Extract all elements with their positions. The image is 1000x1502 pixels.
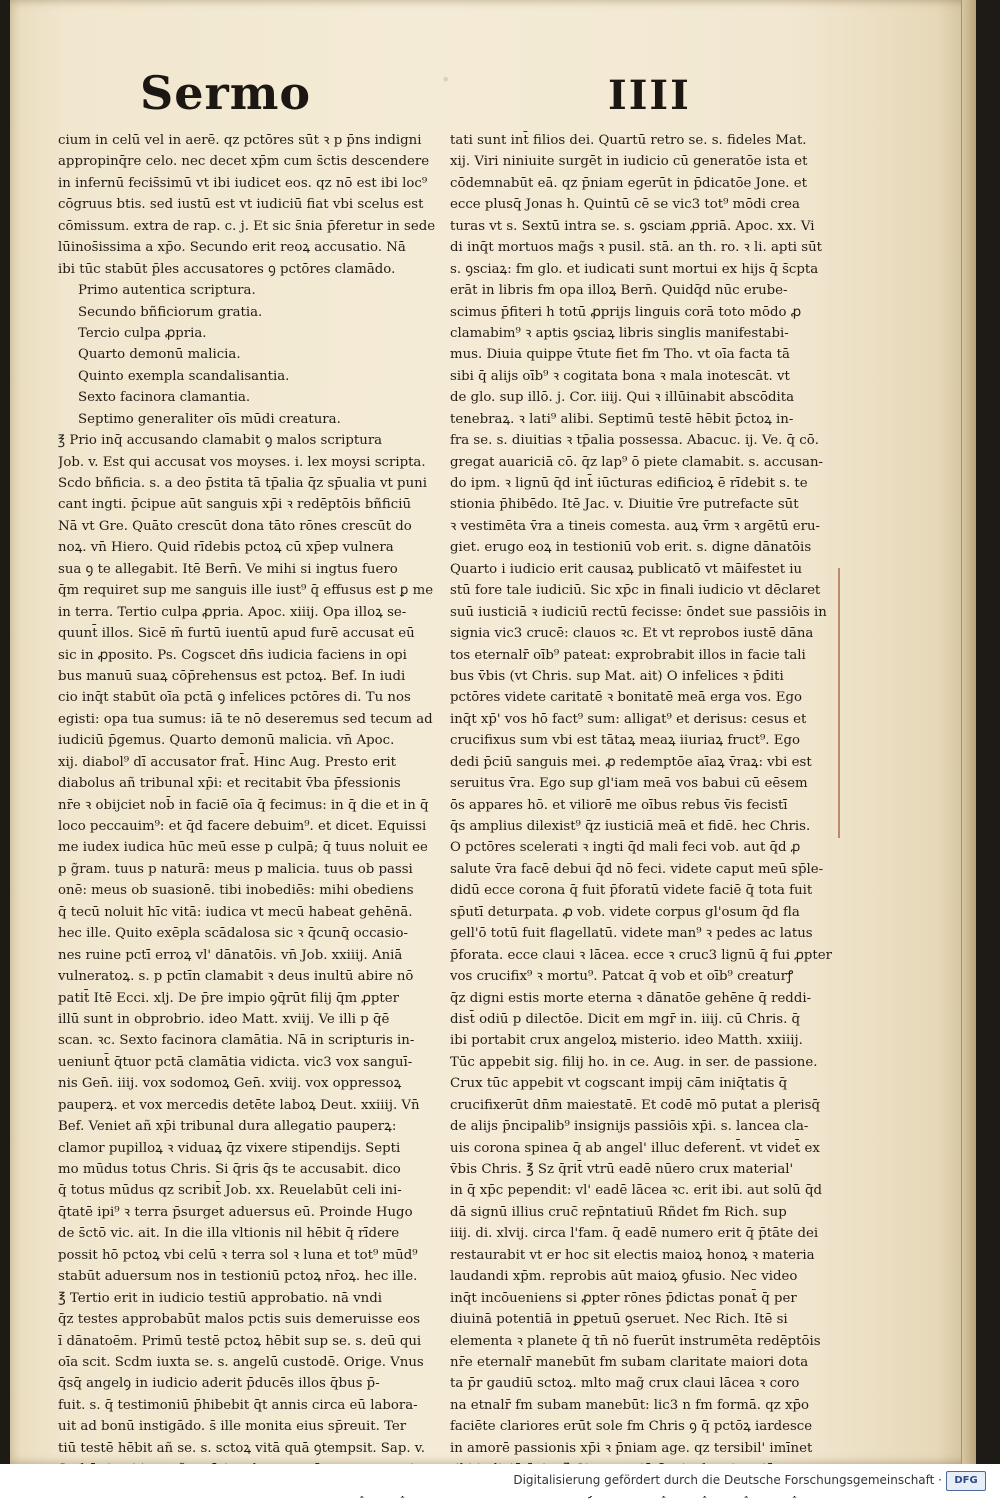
text-line: dā signū illius cruc̄ rep̄ntatiuū Rñdet fm Rich. sup [450, 1204, 787, 1220]
text-line: cant ingti. p̄cipue aūt sanguis xp̄i ꝛ redēptōis bñficiū [58, 497, 412, 513]
text-line: de glo. sup illō. j. Cor. iiij. Qui ꝛ illūinabit abscōdita [450, 390, 795, 406]
text-line: in q̄ xp̄c pependit: vl' eadē lācea ꝛc. erit ibi. aut solū q̄d [450, 1183, 822, 1199]
text-line: tenebraꝝ. ꝛ lati⁹ alibi. Septimū testē hēbit p̄ctoꝝ in- [450, 411, 794, 427]
text-line: signia vic3 crucē: clauos ꝛc. Et vt reprobos iustē dāna [450, 626, 814, 642]
text-line: laudandi xp̄m. reprobis aūt maioꝝ ꝯfusio. Nec video [450, 1269, 798, 1285]
text-line: xij. diabol⁹ dī accusator frat̄. Hinc Aug. Presto erit [58, 754, 397, 770]
text-line: de alijs p̄ncipalib⁹ insignijs passiōis xp̄i. s. lancea cla- [450, 1119, 809, 1135]
text-line: crucifixerūt dn̄m maiestatē. Et codē mō putat a plerisq̄ [450, 1097, 820, 1113]
text-line: nes ruine pctī erroꝝ vl' dānatōis. vn̄ Job. xxiiij. Aniā [58, 947, 403, 963]
text-line: seruitus v̄ra. Ego sup gl'iam meā vos babui cū eēsem [450, 776, 808, 792]
text-line: pauperꝝ. et vox mercedis detēte laboꝝ Deut. xxiiij. Vn̄ [58, 1097, 420, 1113]
text-line: sic in ꝓposito. Ps. Cogscet dn̄s iudicia faciens in opi [58, 647, 407, 663]
text-line: ta p̄r gaudiū sctoꝝ. mlto mag̃ crux claui lācea ꝛ coro [450, 1376, 800, 1392]
text-line: diabolus añ tribunal xp̄i: et recitabit v̄ba p̄fessionis [58, 776, 401, 792]
text-line: xij. Viri niniuite surgēt in iudicio cū generatōe ista et [450, 154, 808, 170]
text-line: uis corona spinea q̄ ab angel' illuc deferent̄. vt videt̄ ex [450, 1140, 820, 1156]
list-item: Sexto facinora clamantia. [78, 390, 251, 406]
text-line: q̄z digni estis morte eterna ꝛ dānatōe gehēne q̄ reddi- [450, 990, 812, 1006]
text-line: faciēte clariores erūt sole fm Chris ꝯ q̄ pctōꝝ iardesce [450, 1419, 813, 1435]
text-line: clamor pupilloꝝ ꝛ viduaꝝ q̄z vixere stipendijs. Septi [58, 1140, 401, 1156]
text-line: clamabim⁹ ꝛ aptis ꝯsciaꝝ libris singlis manifestabi- [450, 325, 789, 341]
text-line: sibi q̄ alijs oīb⁹ ꝛ cogitata bona ꝛ mala inotescāt. vt [450, 368, 790, 384]
text-line: ℥ Prio inq̄ accusando clamabit ꝯ malos scriptura [58, 433, 383, 449]
text-line: vulneratoꝝ. s. p pctīn clamabit ꝛ deus inultū abire nō [58, 969, 414, 985]
text-line: p g̃ram. tuus p naturā: meus p malicia. tuus ob passi [58, 861, 413, 877]
text-line: O pctōres scelerati ꝛ ingti q̄d mali feci vob. aut q̄d ꝓ [450, 840, 801, 856]
text-line: Nā vt Gre. Quāto crescūt dona tāto rōnes crescūt do [58, 518, 412, 534]
bleed-through: · [440, 60, 452, 101]
text-line: cōdemnabūt eā. qz p̄niam egerūt in p̄dicatōe Jone. et [450, 175, 807, 191]
text-line: restaurabit vt er hoc sit electis maioꝝ honoꝝ ꝛ materia [450, 1247, 815, 1263]
text-line: suū iusticiā ꝛ iudiciū rectū fecisse: ōndet sue passiōis in [450, 604, 827, 620]
text-line: ōs appares hō. et viliorē me oībus rebus v̄is fecistī [450, 797, 788, 813]
text-line: crucifixus sum vbi est tātaꝝ meaꝝ iiuriaꝝ fruct⁹. Ego [450, 733, 800, 749]
text-line: in terra. Tertio culpa ꝓpria. Apoc. xiiij. Opa illoꝝ se- [58, 604, 407, 620]
left-column [58, 130, 450, 1502]
list-item: Septimo generaliter oīs mūdi creatura. [78, 411, 341, 427]
text-line: stionia p̄hibēdo. Itē Jac. v. Diuitie v̄re putrefacte sūt [450, 497, 799, 513]
folio-number: IIII [608, 72, 691, 119]
text-line: fra se. s. diuitias ꝛ tp̄alia possessa. Abacuc. ij. Ve. q̄ cō. [450, 433, 819, 449]
text-line: di inq̄t mortuos mag̃s ꝛ pusil. stā. an th. ro. ꝛ li. apti sūt [450, 240, 822, 256]
text-line: pctōres videte caritatē ꝛ bonitatē meā erga vos. Ego [450, 690, 802, 706]
text-line: vos crucifix⁹ ꝛ mortu⁹. Patcat q̄ vob et oīb⁹ creaturꝭ [450, 969, 794, 985]
text-line: Job. v. Est qui accusat vos moyses. i. lex moysi scripta. [58, 454, 426, 470]
text-line: cium in celū vel in aerē. qz pctōres sūt ꝛ p p̄ns indigni [58, 133, 422, 148]
text-line: noꝝ. vn̄ Hiero. Quid rīdebis pctoꝝ cū xp̄ep vulnera [58, 540, 394, 556]
text-line: me iudex iudica hūc meū esse p culpā; q̄ tuus noluit ee [58, 840, 428, 856]
text-line: bus v̄bis (vt Chris. sup Mat. ait) O infelices ꝛ p̄diti [450, 668, 784, 684]
text-line: loco peccauim⁹: et q̄d facere debuim⁹. et dicet. Equissi [58, 819, 427, 834]
text-line: bus manuū suaꝝ cōp̄rehensus est pctoꝝ. Bef. In iudi [58, 668, 406, 684]
text-line: ī dānatoēm. Primū testē pctoꝝ hēbit sup se. s. deū qui [58, 1333, 422, 1349]
text-line: q̄ totus mūdus qz scribit̄ Job. xx. Reuelabūt celi ini- [58, 1183, 402, 1199]
text-line: p̄forata. ecce claui ꝛ lācea. ecce ꝛ cruc3 lignū q̄ fui ꝓpter [450, 947, 832, 963]
list-item: Quarto demonū malicia. [78, 347, 241, 363]
text-line: scan. ꝛc. Sexto facinora clamātia. Nā in scripturis in- [58, 1033, 415, 1049]
text-line: q̄s amplius dilexist⁹ q̄z iusticiā meā et fidē. hec Chris. [450, 819, 811, 834]
text-line: s. ꝯsciaꝝ: fm glo. et iudicati sunt mortui ex hijs q̄ s̄cpta [450, 261, 819, 277]
text-line: oīa scit. Scdm iuxta se. s. angelū custodē. Orige. Vnus [58, 1354, 424, 1370]
text-line: stū fore tale iudiciū. Sic xp̄c in finali iudicio vt dēclaret [450, 583, 821, 599]
text-line: ꝛ vestimēta v̄ra a tineis comesta. auꝝ v̄rm ꝛ argētū eru- [450, 518, 821, 534]
text-line: illū sunt in obprobrio. ideo Matt. xviij. Ve illi p q̄ē [58, 1011, 390, 1027]
text-line: tati sunt int̄ filios dei. Quartū retro se. s. fideles Mat. [450, 133, 807, 148]
text-line: ibi tūc stabūt p̄les accusatores ꝯ pctōres clamādo. [58, 261, 396, 277]
text-line: cio inq̄t stabūt oīa pctā ꝯ infelices pctōres di. Tu nos [58, 690, 411, 706]
text-line: q̄sq̄ angelꝯ in iudicio aderit p̄ducēs illos q̄bus p̄- [58, 1376, 380, 1392]
margin-annotation-line [838, 568, 840, 838]
text-line: ℥ Tertio erit in iudicio testiū approbatio. nā vndi [58, 1290, 382, 1306]
dfg-logo: DFG [946, 1471, 986, 1491]
text-line: ueniunt̄ q̄tuor pctā clamātia vidicta. vic3 vox sanguī- [58, 1054, 413, 1070]
text-line: salute v̄ra facē debui q̄d nō feci. videte caput meū sp̄le- [450, 861, 824, 877]
text-line: tos eternalr̄ oīb⁹ pateat: exprobrabit illos in facie tali [450, 647, 806, 663]
text-line: stabūt aduersum nos in testioniū pctoꝝ nr̄oꝝ. hec ille. [58, 1269, 418, 1285]
text-line: ecce plusq̄ Jonas h. Quintū cē se vic3 tot⁹ mōdi crea [450, 197, 800, 213]
text-line: fuit. s. q̄ testimoniū p̄hibebit q̄t annis circa eū labora- [58, 1397, 418, 1413]
text-line: gell'ō totū fuit flagellatū. videte man⁹ ꝛ pedes ac latus [450, 926, 813, 942]
text-line: quunt̄ illos. Sicē m̄ furtū iuentū apud furē accusat eū [58, 626, 415, 642]
text-line: q̄tatē ipi⁹ ꝛ terra p̄surget aduersus eū. Proinde Hugo [58, 1204, 413, 1220]
text-line: Crux tūc appebit vt cogscant impij cām iniq̄tatis q̄ [450, 1076, 788, 1092]
text-line: scimus p̄fiteri h totū ꝓprijs linguis corā toto mōdo ꝓ [450, 304, 802, 320]
text-line: iudiciū p̄gemus. Quarto demonū malicia. vn̄ Apoc. [58, 733, 395, 749]
text-line: lūinos̄issima a xp̄o. Secundo erit reoꝝ accusatio. Nā [58, 240, 406, 256]
list-item: Quinto exempla scandalisantia. [78, 368, 290, 384]
text-line: sp̄utī deturpata. ꝓ vob. videte corpus gl'osum q̄d fla [450, 904, 800, 920]
list-item: Secundo bñficiorum gratia. [78, 304, 263, 320]
text-line: inq̄t xp̄' vos hō fact⁹ sum: alligat⁹ et derisus: cesus et [450, 711, 807, 727]
text-line: v̄bis Chris. ℥ Sz q̄rit̄ vtrū eadē nūero crux material' [450, 1162, 794, 1177]
footer-bar [0, 1464, 1000, 1496]
text-line: tiū testē hēbit añ se. s. sctoꝝ vitā quā ꝯtempsit. Sap. v. [58, 1440, 425, 1456]
page-edge [961, 0, 976, 1464]
text-line: patit̄ Itē Ecci. xlj. De p̄re impio ꝯq̄rūt filij q̄m ꝓpter [58, 990, 399, 1006]
text-line: cōgruus btis. sed iustū est vt iudiciū fiat vbi scelus est [58, 197, 424, 213]
text-line: mo mūdus totus Chris. Si q̄ris q̄s te accusabit. dico [58, 1162, 401, 1177]
text-line: na etnalr̄ fm subam manebūt: lic3 n fm formā. qz xp̄o [450, 1397, 809, 1413]
text-line: possit hō pctoꝝ vbi celū ꝛ terra sol ꝛ luna et tot⁹ mūd⁹ [58, 1247, 418, 1263]
list-item: Tercio culpa ꝓpria. [78, 325, 207, 341]
text-line: ibi portabit crux angeloꝝ misterio. ideo Matth. xxiiij. [450, 1033, 803, 1049]
text-line: q̄m requiret sup me sanguis ille iust⁹ q̄ effusus est ꝑ me [58, 583, 434, 599]
text-line: egisti: opa tua sumus: iā te nō deseremus sed tecum ad [58, 711, 433, 727]
right-column [450, 130, 850, 1502]
text-line: elementa ꝛ planete q̄ tn̄ nō fuerūt instrumēta redēptōis [450, 1333, 821, 1349]
text-line: giet. erugo eoꝝ in testioniū vob erit. s. digne dānatōis [450, 540, 812, 556]
text-line: Bef. Veniet añ xp̄i tribunal dura allegatio pauperꝝ: [58, 1119, 397, 1135]
text-line: uit ad bonū instigādo. s̄ ille monita eius sp̄reuit. Ter [58, 1419, 407, 1435]
text-line: in amorē passionis xp̄i ꝛ p̄niam age. qz tersibil' imīnet [450, 1440, 813, 1456]
text-line: dist̄ odiū p dilectōe. Dicit em mgr̄ in. iiij. cū Chris. q̄ [450, 1011, 801, 1027]
text-line: in infernū fecis̄simū vt ibi iudicet eos. qz nō est ibi loc⁹ [58, 175, 428, 191]
text-line: Quarto i iudicio erit causaꝝ publicatō vt māifestet iu [450, 561, 803, 577]
text-line: dedi p̄ciū sanguis mei. ꝓ redemptōe aīaꝝ v̄raꝝ: vbi est [450, 754, 812, 770]
text-line: nr̄e ꝛ obijciet nob̄ in faciē oīa q̄ fecimus: in q̄ die et in q̄ [58, 797, 429, 813]
text-line: q̄z testes approbabūt malos pctis suis demeruisse eos [58, 1312, 421, 1328]
text-line: hec ille. Quito exēpla scādalosa sic ꝛ q̄cunq̄ occasio- [58, 926, 409, 942]
list-item: Primo autentica scriptura. [78, 283, 256, 299]
text-line: turas vt s. Sextū intra se. s. ꝯsciam ꝓpriā. Apoc. xx. Vi [450, 218, 815, 234]
text-line: appropinq̄re celo. nec decet xp̄m cum s̄ctis descendere [58, 154, 430, 170]
text-line: Scdo bñficia. s. a deo p̄stita tā tp̄alia q̄z sp̄ualia vt puni [58, 476, 427, 491]
text-line: gregat auariciā cō. q̄z lap⁹ ō piete clamabit. s. accusan- [450, 454, 824, 470]
text-line: onē: meus ob suasionē. tibi inobediēs: mihi obediens [58, 883, 414, 899]
text-line: do ipm. ꝛ lignū q̄d int̄ iūcturas edificioꝝ ē rīdebit s. te [450, 476, 808, 491]
text-line: nis Gen̄. iiij. vox sodomoꝝ Gen̄. xviij. vox oppressoꝝ [58, 1076, 402, 1092]
text-line: Tūc appebit sig. filij ho. in ce. Aug. in ser. de passione. [450, 1054, 818, 1070]
text-line: iiij. di. xlvij. circa l'fam. q̄ eadē numero erit q̄ p̄tāte dei [450, 1226, 819, 1242]
text-line: inq̄t incōueniens si ꝓpter rōnes p̄dictas ponat̄ q̄ per [450, 1290, 797, 1306]
text-line: didū ecce corona q̄ fuit p̄foratū videte faciē q̄ tota fuit [450, 883, 813, 899]
funding-credit: Digitalisierung gefördert durch die Deutsche Forschungsgemeinschaft · [513, 1473, 942, 1487]
running-head: Sermo [140, 66, 312, 120]
text-line: q̄ tecū noluit hīc vitā: iudica vt mecū habeat gehēnā. [58, 904, 413, 920]
text-line: diuinā potentiā in ꝑpetuū ꝯseruet. Nec Rich. Itē si [450, 1312, 788, 1328]
text-line: erāt in libris fm opa illoꝝ Bern̄. Quidq̄d nūc erube- [450, 283, 788, 299]
text-line: cōmissum. extra de rap. c. j. Et sic s̄nia p̄feretur in sede [58, 218, 436, 234]
text-line: de s̄ctō vic. ait. In die illa vltionis nil hēbit q̄ rīdere [58, 1226, 400, 1242]
text-line: nr̄e eternalr̄ manebūt fm subam claritate maiori dota [450, 1354, 809, 1370]
text-line: mus. Diuia quippe v̄tute fiet fm Tho. vt oīa facta tā [450, 347, 790, 363]
text-line: sua ꝯ te allegabit. Itē Bern̄. Ve mihi si ingtus fuero [58, 561, 398, 577]
